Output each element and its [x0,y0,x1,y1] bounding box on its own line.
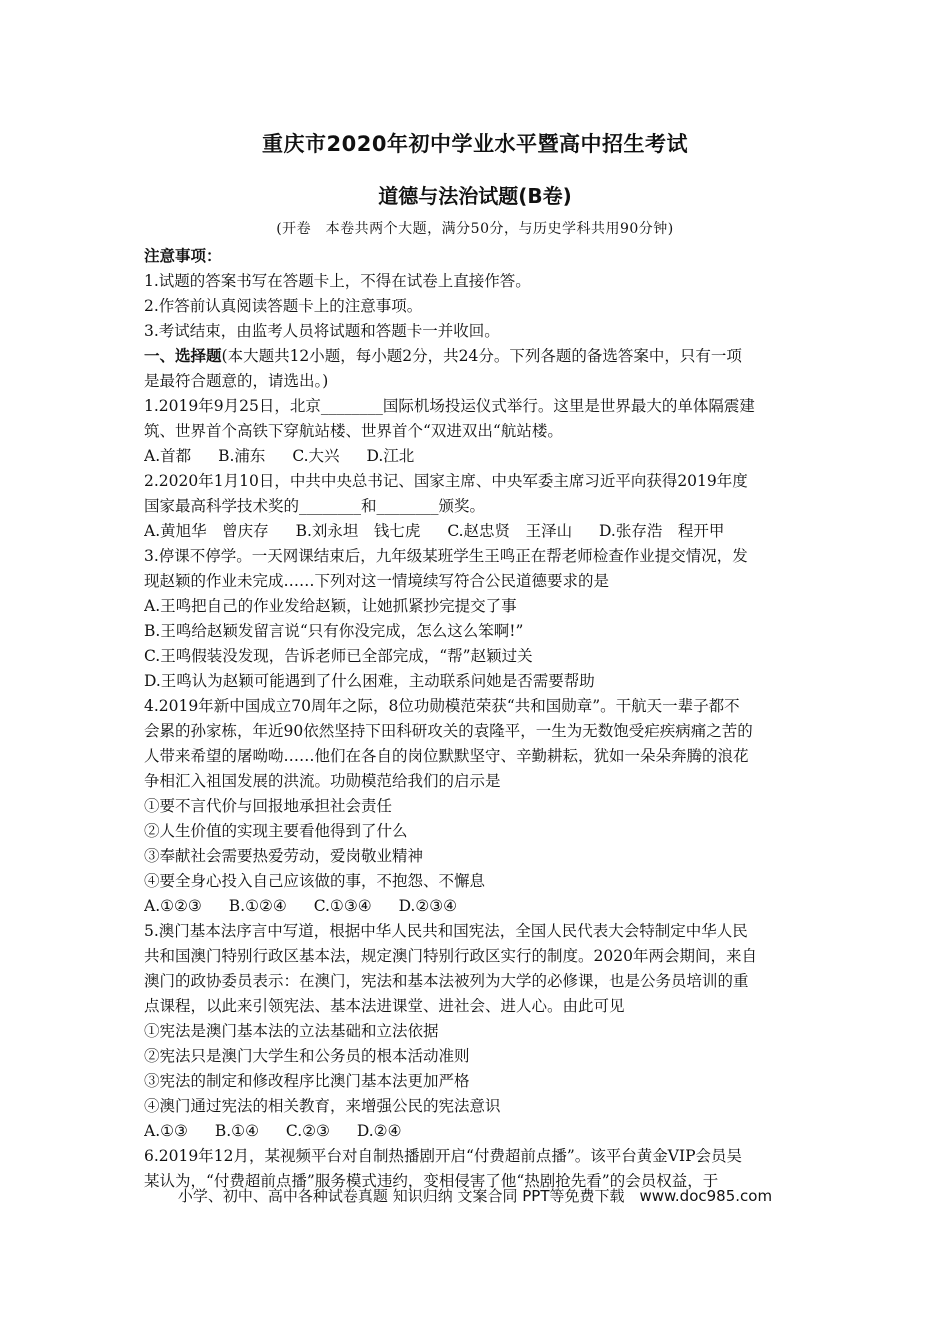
q4-option-d: D.②③④ [398,897,458,915]
q2-option-d: D.张存浩 程开甲 [599,522,725,540]
q1-options [144,444,816,469]
q5-item: ③宪法的制定和修改程序比澳门基本法更加严格 [144,1072,470,1090]
q5-stem-cont: 共和国澳门特别行政区基本法，规定澳门特别行政区实行的制度。2020年两会期间，来自 [144,947,757,965]
q4-item: ③奉献社会需要热爱劳动，爱岗敬业精神 [144,847,424,865]
q1-stem: 1.2019年9月25日，北京________国际机场投运仪式举行。这里是世界最大的单体隔震建 [144,397,755,415]
q3-option-b: B.王鸣给赵颖发留言说“只有你没完成，怎么这么笨啊!” [144,622,524,640]
q5-item: ④澳门通过宪法的相关教育，来增强公民的宪法意识 [144,1097,501,1115]
notice-item: 2.作答前认真阅读答题卡上的注意事项。 [144,297,423,315]
q4-stem: 4.2019年新中国成立70周年之际，8位功勋模范荣获“共和国勋章”。干航天一辈子都不 [144,697,740,715]
q2-option-c: C.赵忠贤 王泽山 [447,522,573,540]
q1-stem-cont: 筑、世界首个高铁下穿航站楼、世界首个“双进双出“航站楼。 [144,422,563,440]
q3-stem: 3.停课不停学。一天网课结束后，九年级某班学生王鸣正在帮老师检查作业提交情况，发 [144,547,748,565]
q5-stem-cont: 澳门的政协委员表示：在澳门，宪法和基本法被列为大学的必修课，也是公务员培训的重 [144,972,749,990]
q1-option-a: A.首都 [144,447,192,465]
q4-item: ④要全身心投入自己应该做的事，不抱怨、不懈息 [144,872,486,890]
q2-options [144,519,816,544]
exam-title: 重庆市2020年初中学业水平暨高中招生考试 [262,132,688,156]
q5-item: ②宪法只是澳门大学生和公务员的根本活动准则 [144,1047,470,1065]
q4-option-a: A.①②③ [144,897,202,915]
section-desc: (本大题共12小题，每小题2分，共24分。下列各题的备选答案中，只有一项 [221,347,742,365]
q4-stem-cont: 人带来希望的屠呦呦……他们在各自的岗位默默坚守、辛勤耕耘，犹如一朵朵奔腾的浪花 [144,747,749,765]
q5-stem: 5.澳门基本法序言中写道，根据中华人民共和国宪法，全国人民代表大会特制定中华人民 [144,922,748,940]
q6-stem-cont: 某认为，“付费超前点播”服务模式违约，变相侵害了他“热剧抢先看”的会员权益，于 [144,1172,719,1190]
q5-option-c: C.②③ [285,1122,330,1140]
exam-subtitle: 道德与法治试题(B卷) [378,184,572,208]
section-label: 一、选择题 [144,347,222,365]
q5-item: ①宪法是澳门基本法的立法基础和立法依据 [144,1022,439,1040]
q3-option-c: C.王鸣假装没发现，告诉老师已全部完成，“帮”赵颖过关 [144,647,533,665]
q4-stem-cont: 会累的孙家栋，年近90依然坚持下田科研攻关的袁隆平，一生为无数饱受疟疾病痛之苦的 [144,722,753,740]
page-footer: 小学、初中、高中各种试卷真题 知识归纳 文案合同 PPT等免费下载 www.doc985.com [177,1187,773,1205]
q6-stem: 6.2019年12月，某视频平台对自制热播剧开启“付费超前点播”。该平台黄金VIP会员吴 [144,1147,743,1165]
notice-heading: 注意事项： [144,247,222,265]
q4-option-c: C.①③④ [313,897,372,915]
q2-stem-cont: 国家最高科学技术奖的________和________颁奖。 [144,497,486,515]
q2-option-b: B.刘永坦 钱七虎 [295,522,421,540]
q3-stem-cont: 现赵颖的作业未完成……下列对这一情境续写符合公民道德要求的是 [144,572,610,590]
q4-options [144,894,816,919]
notice-item: 3.考试结束，由监考人员将试题和答题卡一并收回。 [144,322,500,340]
notice-item: 1.试题的答案书写在答题卡上，不得在试卷上直接作答。 [144,272,531,290]
q4-item: ②人生价值的实现主要看他得到了什么 [144,822,408,840]
q5-stem-cont: 点课程，以此来引领宪法、基本法进课堂、进社会、进人心。由此可见 [144,997,625,1015]
q5-option-d: D.②④ [356,1122,402,1140]
q1-option-c: C.大兴 [292,447,340,465]
q3-option-d: D.王鸣认为赵颖可能遇到了什么困难，主动联系问她是否需要帮助 [144,672,595,690]
q4-stem-cont: 争相汇入祖国发展的洪流。功勋模范给我们的启示是 [144,772,501,790]
section-desc-cont: 是最符合题意的，请选出。) [144,372,329,390]
q4-option-b: B.①②④ [228,897,287,915]
q1-option-d: D.江北 [366,447,415,465]
section-heading [144,344,816,369]
q5-option-a: A.①③ [144,1122,188,1140]
q2-option-a: A.黄旭华 曾庆存 [144,522,269,540]
q5-option-b: B.①④ [214,1122,259,1140]
q1-option-b: B.浦东 [218,447,266,465]
exam-body [144,244,816,1194]
q4-item: ①要不言代价与回报地承担社会责任 [144,797,393,815]
q2-stem: 2.2020年1月10日，中共中央总书记、国家主席、中央军委主席习近平向获得2019年度 [144,472,748,490]
q5-options [144,1119,816,1144]
exam-note: (开卷 本卷共两个大题，满分50分，与历史学科共用90分钟) [276,221,674,237]
q3-option-a: A.王鸣把自己的作业发给赵颖，让她抓紧抄完提交了事 [144,597,517,615]
